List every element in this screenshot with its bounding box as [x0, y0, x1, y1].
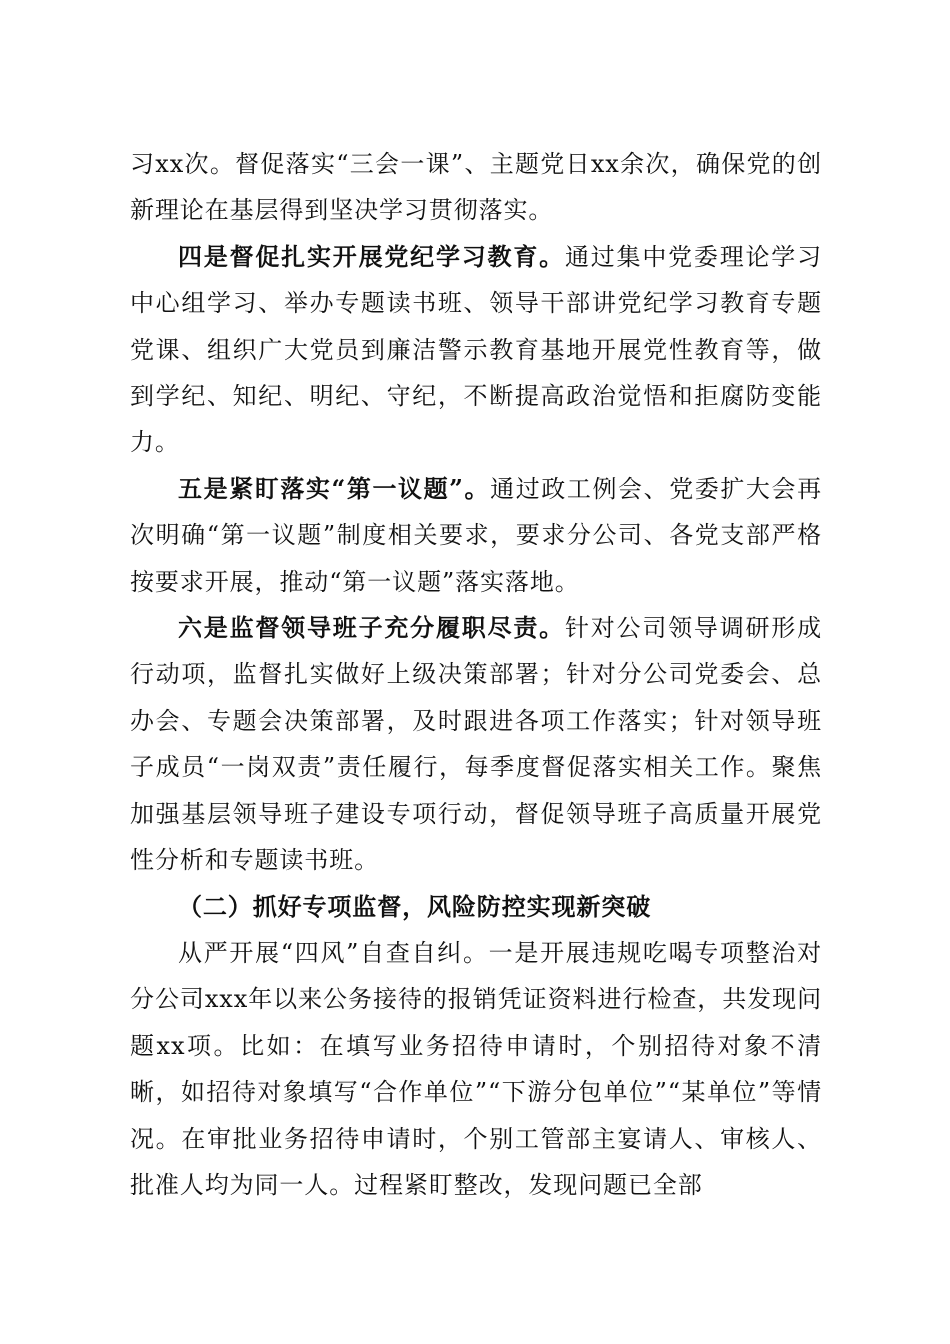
paragraph-text: 从严开展“四风”自查自纠。一是开展违规吃喝专项整治对分公司xxx年以来公务接待的报销凭证资料进行检查，共发现问题xx项。比如：在填写业务招待申请时，个别招待对象不清晰，如招待对象填写“合作单位”“下游分包单位”“某单位”等情况。在审批业务招待申请时，个别工管部主宴请人、审核人、批准人均为同一人。过程紧盯整改，发现问题已全部 [130, 938, 822, 1199]
paragraph-four-winds [130, 930, 822, 1208]
paragraph-text: 针对公司领导调研形成行动项，监督扎实做好上级决策部署；针对分公司党委会、总办会、专题会决策部署，及时跟进各项工作落实；针对领导班子成员“一岗双责”责任履行，每季度督促落实相关工作。聚焦加强基层领导班子建设专项行动，督促领导班子高质量开展党性分析和专题读书班。 [130, 614, 822, 875]
paragraph-lead: 六是监督领导班子充分履职尽责。 [178, 613, 565, 643]
paragraph-continuation [130, 141, 822, 234]
section-heading: （二）抓好专项监督，风险防控实现新突破 [178, 891, 652, 921]
paragraph-text: 通过政工例会、党委扩大会再次明确“第一议题”制度相关要求，要求分公司、各党支部严格按要求开展，推动“第一议题”落实落地。 [130, 474, 822, 596]
document-body [130, 141, 822, 1208]
paragraph-lead: 四是督促扎实开展党纪学习教育。 [178, 241, 565, 271]
paragraph-lead: 五是紧盯落实“第一议题”。 [178, 473, 491, 503]
paragraph-text: 通过集中党委理论学习中心组学习、举办专题读书班、领导干部讲党纪学习教育专题党课、组织广大党员到廉洁警示教育基地开展党性教育等，做到学纪、知纪、明纪、守纪，不断提高政治觉悟和拒腐防变能力。 [130, 242, 822, 457]
paragraph-item-4 [130, 234, 822, 466]
paragraph-text: 习xx次。督促落实“三会一课”、主题党日xx余次，确保党的创新理论在基层得到坚决学习贯彻落实。 [130, 150, 822, 225]
paragraph-item-5 [130, 466, 822, 605]
paragraph-item-6 [130, 605, 822, 883]
